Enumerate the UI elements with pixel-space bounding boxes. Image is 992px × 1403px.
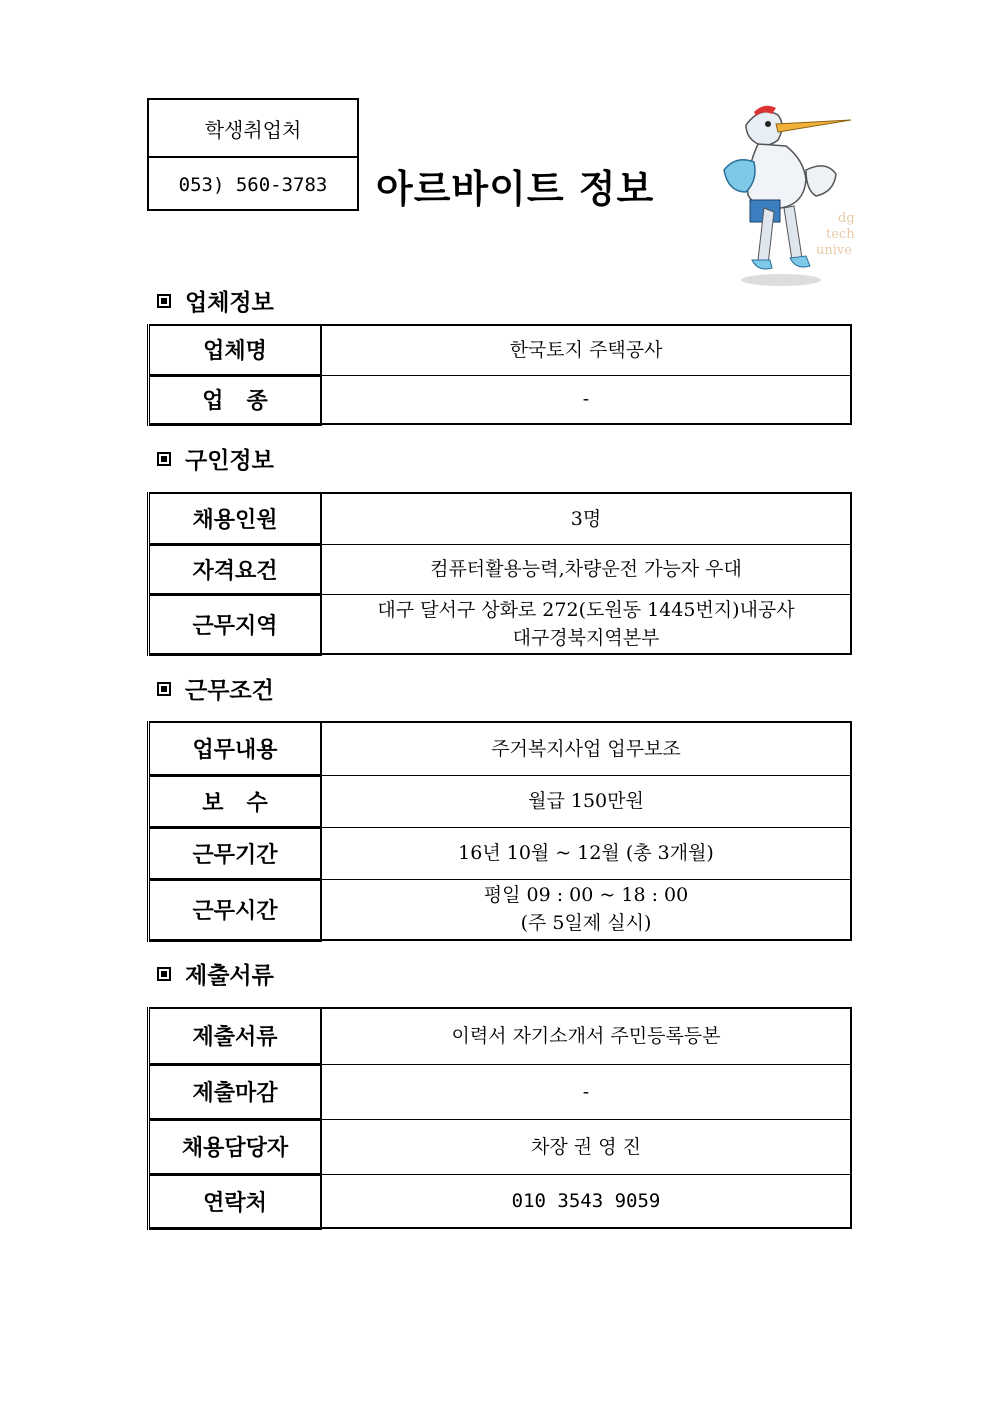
svg-text:dg: dg <box>838 211 855 226</box>
documents-table <box>147 1007 852 1230</box>
value-recruiter: 차장 권 영 진 <box>321 1119 851 1174</box>
value-pay: 월급 150만원 <box>321 775 851 827</box>
value-headcount: 3명 <box>321 493 851 544</box>
square-bullet-icon <box>157 967 171 981</box>
section-title-recruit: 구인정보 <box>157 442 274 475</box>
value-work-location <box>321 594 851 654</box>
table-row <box>149 722 852 775</box>
contact-box <box>147 98 359 211</box>
label-job-duties: 업무내용 <box>149 722 322 775</box>
label-work-location: 근무지역 <box>149 594 322 654</box>
office-phone: 053) 560-3783 <box>149 156 357 211</box>
value-company-name: 한국토지 주택공사 <box>321 325 851 375</box>
table-row <box>149 775 852 827</box>
work-hours-line2: (주 5일제 실시) <box>520 912 652 935</box>
table-row <box>149 879 852 940</box>
table-row <box>149 594 852 654</box>
label-work-period: 근무기간 <box>149 827 322 879</box>
label-company-name: 업체명 <box>149 325 322 375</box>
work-location-line2: 대구경북지역본부 <box>512 626 660 649</box>
svg-text:tech: tech <box>826 227 855 242</box>
work-location-line1: 대구 달서구 상화로 272(도원동 1445번지)내공사 <box>377 598 795 621</box>
table-row <box>149 493 852 544</box>
value-work-period: 16년 10월 ~ 12월 (총 3개월) <box>321 827 851 879</box>
conditions-table <box>147 721 852 942</box>
label-headcount: 채용인원 <box>149 493 322 544</box>
page-title: 아르바이트 정보 <box>376 167 655 211</box>
table-row <box>149 375 852 424</box>
label-deadline: 제출마감 <box>149 1064 322 1119</box>
square-bullet-icon <box>157 682 171 696</box>
value-qualification: 컴퓨터활용능력,차량운전 가능자 우대 <box>321 544 851 594</box>
crane-mascot-icon <box>706 100 856 290</box>
square-bullet-icon <box>157 452 171 466</box>
label-documents: 제출서류 <box>149 1008 322 1064</box>
table-row <box>149 1064 852 1119</box>
value-industry: - <box>321 375 851 424</box>
label-recruiter: 채용담당자 <box>149 1119 322 1174</box>
section-title-company: 업체정보 <box>157 284 274 317</box>
label-contact: 연락처 <box>149 1174 322 1228</box>
square-bullet-icon <box>157 294 171 308</box>
value-deadline: - <box>321 1064 851 1119</box>
table-row <box>149 1174 852 1228</box>
label-industry: 업 종 <box>149 375 322 424</box>
label-qualification: 자격요건 <box>149 544 322 594</box>
work-hours-line1: 평일 09 : 00 ~ 18 : 00 <box>483 884 689 907</box>
office-name: 학생취업처 <box>204 117 302 142</box>
company-info-table <box>147 324 852 426</box>
table-row <box>149 827 852 879</box>
table-row <box>149 1008 852 1064</box>
label-pay: 보 수 <box>149 775 322 827</box>
section-title-conditions: 근무조건 <box>157 672 274 705</box>
table-row <box>149 544 852 594</box>
table-row <box>149 325 852 375</box>
table-row <box>149 1119 852 1174</box>
value-job-duties: 주거복지사업 업무보조 <box>321 722 851 775</box>
value-work-hours <box>321 879 851 940</box>
section-title-documents: 제출서류 <box>157 957 274 990</box>
label-work-hours: 근무시간 <box>149 879 322 940</box>
svg-text:unive: unive <box>816 243 852 258</box>
value-documents: 이력서 자기소개서 주민등록등본 <box>321 1008 851 1064</box>
value-contact: 010 3543 9059 <box>321 1174 851 1228</box>
recruit-info-table <box>147 492 852 656</box>
